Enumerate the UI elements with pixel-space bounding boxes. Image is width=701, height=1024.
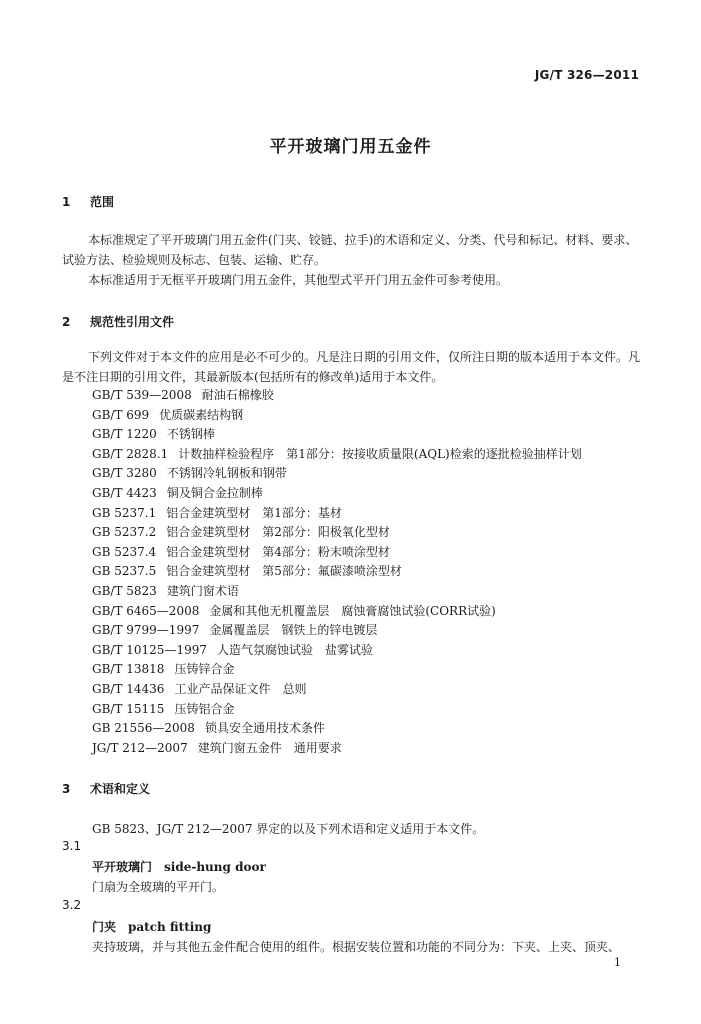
normative-references-list xyxy=(92,386,582,758)
section-2-number: 2 xyxy=(62,315,71,329)
reference-code: GB/T 6465—2008 xyxy=(92,603,200,618)
term-3-2-number: 3.2 xyxy=(62,898,82,912)
reference-code: GB/T 13818 xyxy=(92,662,165,677)
reference-code: GB/T 3280 xyxy=(92,466,157,481)
reference-title: 金属和其他无机覆盖层 腐蚀膏腐蚀试验(CORR试验) xyxy=(209,603,496,618)
section-1-heading xyxy=(62,193,114,210)
reference-title: 铝合金建筑型材 第1部分：基材 xyxy=(166,505,342,520)
reference-item xyxy=(92,680,582,700)
reference-title: 工业产品保证文件 总则 xyxy=(174,681,307,696)
reference-title: 人造气氛腐蚀试验 盐雾试验 xyxy=(216,642,373,657)
reference-code: GB/T 4423 xyxy=(92,485,157,500)
reference-item xyxy=(92,386,582,406)
reference-code: GB 5237.1 xyxy=(92,505,157,520)
section-3-intro: GB 5823、JG/T 212—2007 界定的以及下列术语和定义适用于本文件。 xyxy=(92,822,485,836)
reference-item xyxy=(92,464,582,484)
term-3-2-definition: 夹持玻璃，并与其他五金件配合使用的组件。根据安装位置和功能的不同分为：下夹、上夹、顶夹、 xyxy=(92,940,621,954)
reference-title: 金属覆盖层 钢铁上的锌电镀层 xyxy=(209,623,378,638)
reference-title: 压铸铝合金 xyxy=(174,701,235,716)
section-2-heading xyxy=(62,313,174,330)
reference-item xyxy=(92,484,582,504)
section-3-heading xyxy=(62,780,150,797)
reference-title: 铝合金建筑型材 第2部分：阳极氧化型材 xyxy=(166,525,390,540)
reference-code: GB/T 10125—1997 xyxy=(92,642,207,657)
reference-title: 铝合金建筑型材 第5部分：氟碳漆喷涂型材 xyxy=(166,564,402,579)
reference-item xyxy=(92,660,582,680)
section-1-title: 范围 xyxy=(90,195,115,209)
reference-item xyxy=(92,406,582,426)
reference-item xyxy=(92,543,582,563)
reference-code: GB/T 699 xyxy=(92,407,150,422)
section-2-title: 规范性引用文件 xyxy=(90,315,175,329)
reference-title: 建筑门窗术语 xyxy=(166,583,239,598)
section-1-number: 1 xyxy=(62,195,71,209)
reference-code: GB/T 5823 xyxy=(92,583,157,598)
reference-code: GB/T 539—2008 xyxy=(92,388,192,402)
term-3-1-english: side-hung door xyxy=(164,860,266,874)
reference-item xyxy=(92,562,582,582)
term-3-1-heading xyxy=(92,858,266,875)
reference-title: 压铸锌合金 xyxy=(174,662,235,677)
reference-item xyxy=(92,641,582,661)
section-1-paragraph-2 xyxy=(62,270,642,290)
term-3-2-heading xyxy=(92,918,211,935)
term-3-2-english: patch fitting xyxy=(128,920,212,934)
section-2-intro xyxy=(62,347,642,387)
reference-code: GB/T 14436 xyxy=(92,681,165,696)
reference-code: GB 5237.5 xyxy=(92,564,157,579)
reference-code: GB/T 2828.1 xyxy=(92,446,169,461)
term-3-1-definition: 门扇为全玻璃的平开门。 xyxy=(92,880,225,894)
reference-title: 建筑门窗五金件 通用要求 xyxy=(197,740,342,755)
reference-title: 优质碳素结构钢 xyxy=(159,407,244,422)
reference-item xyxy=(92,445,582,465)
reference-item xyxy=(92,425,582,445)
reference-item xyxy=(92,739,582,759)
section-2-intro-text: 下列文件对于本文件的应用是必不可少的。凡是注日期的引用文件，仅所注日期的版本适用于本文件。凡是不注日期的引用文件，其最新版本(包括所有的修改单)适用于本文件。 xyxy=(62,350,641,384)
reference-code: GB/T 9799—1997 xyxy=(92,623,200,638)
reference-item xyxy=(92,621,582,641)
reference-code: GB 5237.2 xyxy=(92,525,157,540)
reference-title: 计数抽样检验程序 第1部分：按接收质量限(AQL)检索的逐批检验抽样计划 xyxy=(178,446,582,461)
reference-item xyxy=(92,602,582,622)
section-1-paragraph-2-text: 本标准适用于无框平开玻璃门用五金件，其他型式平开门用五金件可参考使用。 xyxy=(88,273,509,287)
section-3-number: 3 xyxy=(62,782,71,796)
reference-title: 不锈钢冷轧钢板和钢带 xyxy=(166,466,287,481)
section-1-paragraph-1-text: 本标准规定了平开玻璃门用五金件(门夹、铰链、拉手)的术语和定义、分类、代号和标记、材料、要求、试验方法、检验规则及标志、包装、运输、贮存。 xyxy=(62,233,638,267)
reference-code: GB 21556—2008 xyxy=(92,721,195,736)
reference-title: 铜及铜合金拉制棒 xyxy=(166,485,263,500)
reference-code: JG/T 212—2007 xyxy=(92,740,188,755)
reference-code: GB/T 15115 xyxy=(92,701,165,716)
reference-item xyxy=(92,504,582,524)
reference-item xyxy=(92,582,582,602)
section-3-title: 术语和定义 xyxy=(90,782,151,796)
reference-item xyxy=(92,719,582,739)
reference-item xyxy=(92,700,582,720)
standard-number: JG/T 326—2011 xyxy=(534,68,639,82)
reference-item xyxy=(92,523,582,543)
term-3-2-chinese: 门夹 xyxy=(92,920,117,934)
reference-code: GB 5237.4 xyxy=(92,544,157,559)
reference-code: GB/T 1220 xyxy=(92,427,157,442)
reference-title: 锁具安全通用技术条件 xyxy=(204,721,325,736)
reference-title: 不锈钢棒 xyxy=(166,427,215,442)
term-3-1-number: 3.1 xyxy=(62,839,82,853)
page-number: 1 xyxy=(614,956,621,969)
reference-title: 铝合金建筑型材 第4部分：粉末喷涂型材 xyxy=(166,544,390,559)
section-1-paragraph-1 xyxy=(62,230,642,270)
reference-title: 耐油石棉橡胶 xyxy=(201,388,274,402)
document-title: 平开玻璃门用五金件 xyxy=(269,137,432,157)
term-3-1-chinese: 平开玻璃门 xyxy=(92,860,153,874)
